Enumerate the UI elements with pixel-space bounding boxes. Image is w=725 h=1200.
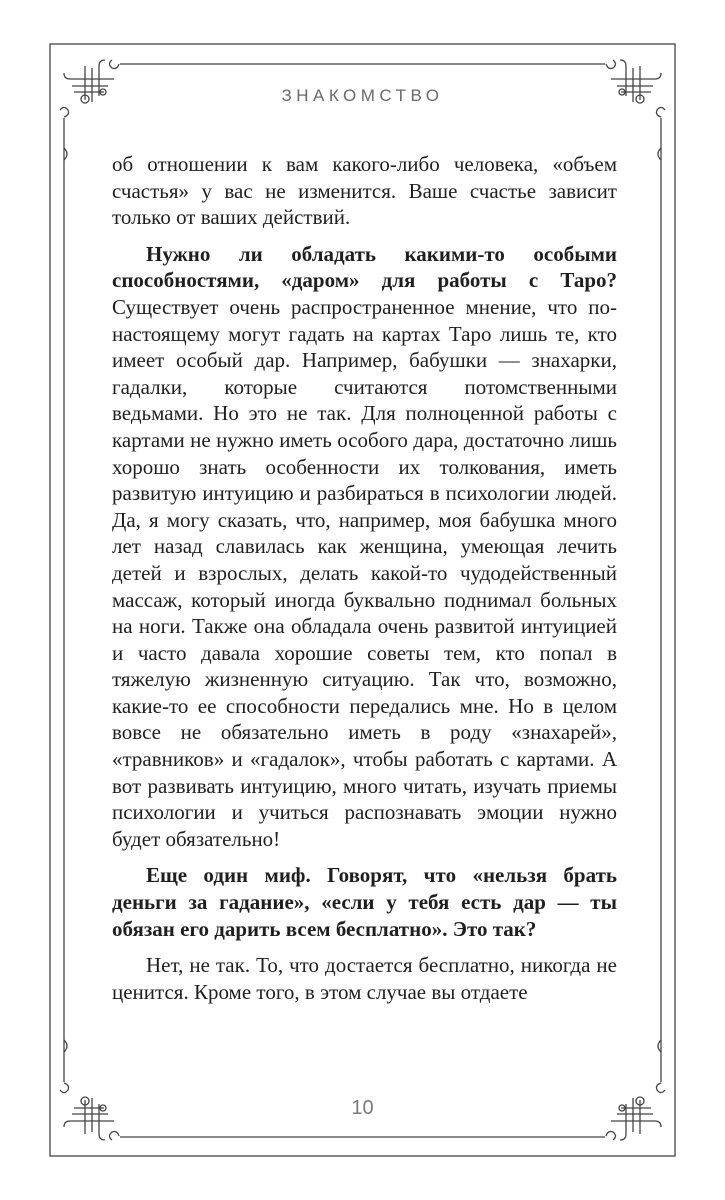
body-text bbox=[112, 151, 617, 1005]
paragraph: Нет, не так. То, что достается бесплатно, никогда не ценится. Кроме того, в этом случае вы отдаете bbox=[112, 953, 617, 1004]
question-heading: Нужно ли обладать какими-то особыми способностями, «даром» для работы с Таро? bbox=[112, 241, 617, 293]
paragraph: об отношении к вам какого-либо человека, «объем счастья» у вас не изменится. Ваше счастье зависит только от ваших действий. bbox=[112, 152, 617, 230]
running-header: ЗНАКОМСТВО bbox=[281, 86, 444, 105]
paragraph bbox=[112, 241, 617, 853]
question-heading: Еще один миф. Говорят, что «нельзя брать деньги за гадание», «если у тебя есть дар — ты обязан его дарить всем бесплатно». Это так? bbox=[112, 863, 617, 941]
answer-text: Существует очень распространенное мнение, что по-настоящему могут гадать на картах Таро лишь те, кто имеет особый дар. Например, бабушки — знахарки, гадалки, которые считаются потомственными ведьмами. Но это не так. Для полноценной работы с картами не нужно иметь особого дара, достаточно лишь хорошо знать особенности их толкования, иметь развитую интуицию и разбираться в психологии людей. Да, я могу сказать, что, например, моя бабушка много лет назад славилась как женщина, умеющая лечить детей и взрослых, делать какой-то чудодейственный массаж, который иногда буквально поднимал больных на ноги. Также она обладала очень развитой интуицией и часто давала хорошие советы тем, кто попал в тяжелую жизненную ситуацию. Так что, возможно, какие-то ее способности передались мне. Но в целом вовсе не обязательно иметь в роду «знахарей», «травников» и «гадалок», чтобы работать с картами. А вот развивать интуицию, много читать, изучать приемы психологии и учиться распознавать эмоции нужно будет обязательно! bbox=[112, 294, 617, 851]
page-number: 10 bbox=[351, 1097, 374, 1119]
